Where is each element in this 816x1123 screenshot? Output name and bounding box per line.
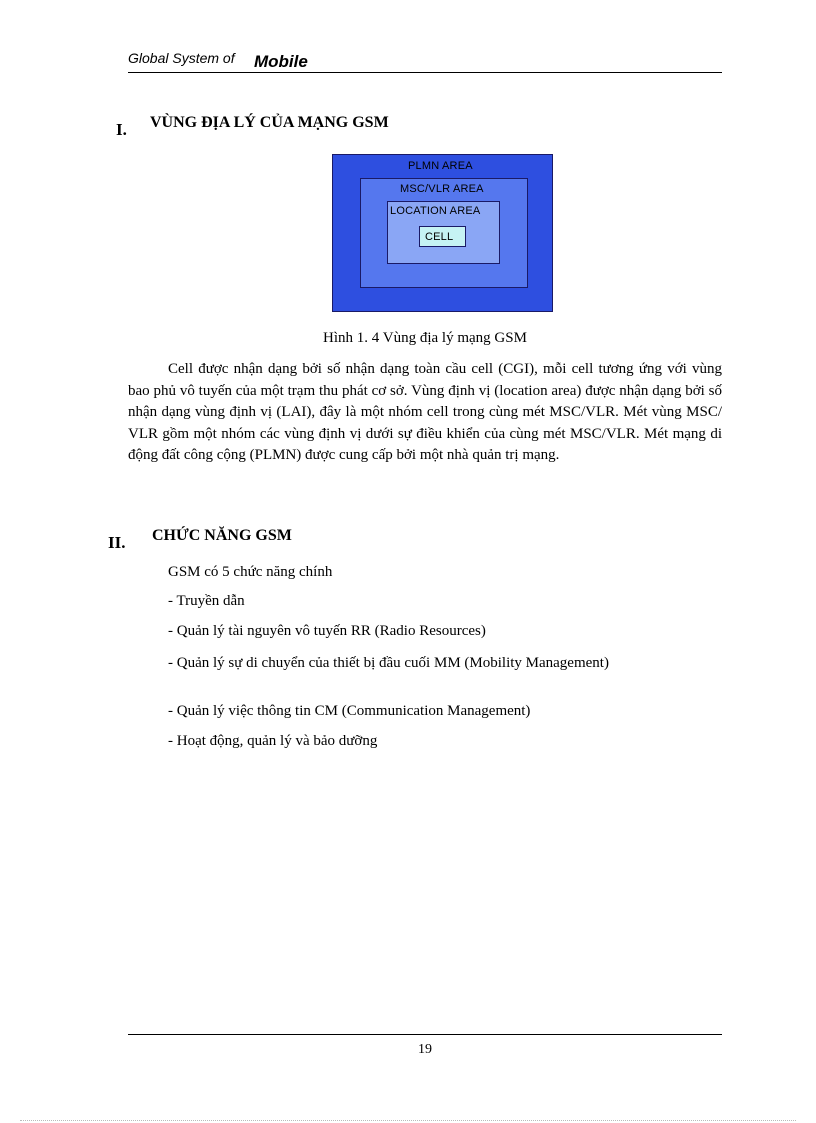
page-edge-divider — [20, 1120, 796, 1121]
section-1-title: VÙNG ĐỊA LÝ CỦA MẠNG GSM — [150, 114, 389, 131]
list-item: - Truyền dẫn — [168, 593, 245, 609]
cell-label: CELL — [425, 231, 454, 243]
location-area-label: LOCATION AREA — [390, 205, 481, 217]
msc-vlr-area-label: MSC/VLR AREA — [400, 183, 484, 195]
section-2-number: II. — [108, 533, 126, 552]
geographic-area-diagram — [332, 154, 553, 312]
header-title-part2: Mobile — [254, 52, 308, 71]
section-1-number: I. — [116, 120, 127, 139]
page-header — [128, 46, 722, 73]
figure-caption: Hình 1. 4 Vùng địa lý mạng GSM — [323, 330, 527, 346]
list-item: - Quản lý tài nguyên vô tuyến RR (Radio Resources) — [168, 623, 486, 639]
list-item: - Quản lý sự di chuyển của thiết bị đầu cuối MM (Mobility Management) — [168, 655, 609, 671]
body-paragraph: Cell được nhận dạng bởi số nhận dạng toàn cầu cell (CGI), mỗi cell tương ứng với vùng bao phủ vô tuyến của một trạm thu phát cơ sở. Vùng định vị (location area) được nhận dạng bởi số nhận dạng vùng định vị (LAI), đây là một nhóm cell trong cùng mét MSC/VLR. Mét vùng MSC/ VLR gồm một nhóm các vùng định vị dưới sự điều khiển của cùng mét MSC/VLR. Mét mạng di động đất công cộng (PLMN) được cung cấp bởi một nhà quản trị mạng. — [128, 361, 722, 463]
section-2-title: CHỨC NĂNG GSM — [152, 527, 292, 544]
page-number: 19 — [418, 1042, 432, 1057]
footer-rule — [128, 1034, 722, 1035]
header-title-part1: Global System of — [128, 50, 235, 66]
list-item: - Quản lý việc thông tin CM (Communication Management) — [168, 703, 531, 719]
functions-intro: GSM có 5 chức năng chính — [168, 564, 333, 580]
list-item: - Hoạt động, quản lý và bảo dưỡng — [168, 733, 378, 749]
plmn-area-label: PLMN AREA — [408, 160, 473, 172]
